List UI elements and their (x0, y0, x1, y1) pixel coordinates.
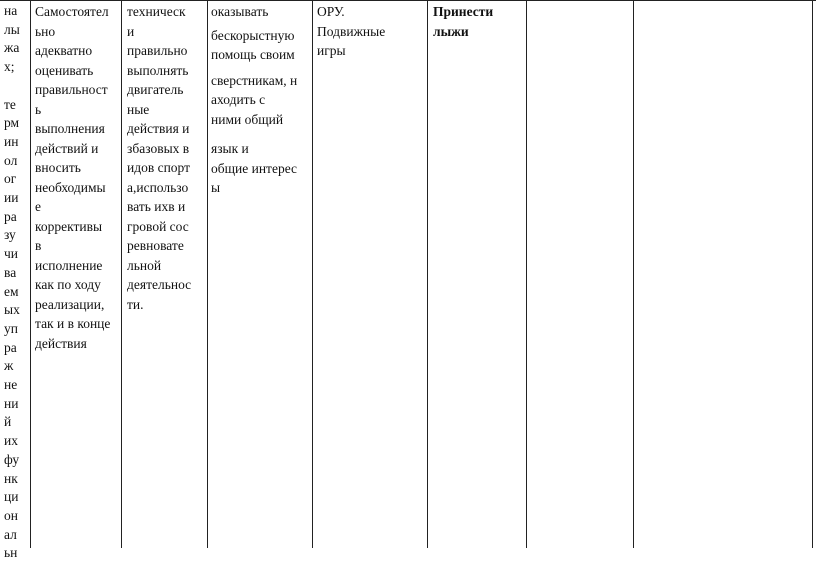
cell-line: исполнение (35, 257, 103, 273)
cell-line: ревновате (127, 238, 184, 253)
cell-line: ь (35, 101, 42, 117)
text-group (211, 71, 309, 130)
cell-line: гровой сос (127, 218, 189, 234)
column-divider (427, 0, 428, 548)
cell-line: необходимы (35, 179, 106, 195)
cell-line: деятельнос (127, 277, 192, 292)
cell-line: ж (4, 358, 14, 374)
cell-line: вносить (35, 160, 81, 175)
cell-line: лы (4, 21, 20, 37)
cell-line: правильно (127, 43, 188, 58)
cell-line: ные (127, 101, 150, 117)
cell-line: льной (127, 257, 162, 273)
column-divider (633, 0, 634, 548)
cell-line: вать ихв и (127, 199, 186, 214)
cell-line: сверстникам, н (211, 72, 298, 88)
cell-line: идов спорт (127, 160, 191, 175)
table-right-border (812, 0, 813, 548)
cell-line: действия (35, 335, 87, 351)
cell-line: адекватно (35, 43, 93, 58)
cell-line: те (4, 96, 16, 112)
cell-line: ем (4, 283, 19, 299)
cell-line: ог (4, 171, 17, 187)
cell-line: уп (4, 320, 18, 336)
cell-line: а,использо (127, 179, 189, 195)
cell-line: ых (4, 302, 20, 318)
table-cell-col4 (211, 2, 309, 198)
cell-line: оценивать (35, 62, 94, 78)
cell-line: чи (4, 246, 19, 262)
cell-line: ти. (127, 296, 144, 312)
cell-line: он (4, 507, 18, 523)
cell-line: двигатель (127, 82, 184, 97)
table-cell-col1 (4, 2, 28, 563)
cell-line: аходить с (211, 92, 266, 107)
cell-line: оказывать (211, 4, 269, 19)
cell-line: бескорыстную (211, 27, 295, 43)
cell-line: Принести (433, 4, 494, 19)
cell-line: Самостоятел (35, 4, 109, 19)
table-cell-col2 (35, 2, 119, 353)
table-cell-col5 (317, 2, 417, 61)
cell-line: коррективы (35, 218, 103, 234)
cell-line: е (35, 199, 41, 214)
cell-line: так и в конце (35, 316, 111, 331)
cell-line: выполнения (35, 121, 105, 136)
cell-line: ьно (35, 23, 56, 39)
cell-line: фу (4, 451, 20, 467)
table-top-border (0, 0, 816, 1)
text-group (211, 139, 309, 198)
cell-line: действий и (35, 140, 99, 156)
column-divider (312, 0, 313, 548)
cell-line: ии (4, 190, 19, 206)
cell-line: и (127, 23, 135, 39)
column-divider (30, 0, 31, 548)
cell-line: их (4, 433, 18, 449)
cell-line: й (4, 414, 12, 430)
cell-line: техническ (127, 4, 186, 19)
text-group (211, 26, 309, 65)
table-cell-col6 (433, 2, 523, 41)
cell-line: ал (4, 526, 17, 542)
cell-line: ни (4, 395, 19, 411)
table-cell-col3 (127, 2, 205, 314)
cell-line: игры (317, 43, 346, 58)
cell-line: ци (4, 489, 19, 505)
text-group (211, 2, 309, 22)
cell-line: жа (4, 40, 20, 56)
column-divider (207, 0, 208, 548)
cell-line: не (4, 377, 18, 393)
cell-line: язык и (211, 141, 249, 156)
cell-line: в (35, 238, 42, 253)
cell-line: ьн (4, 545, 18, 561)
cell-line: лыжи (433, 23, 469, 39)
cell-line: ва (4, 264, 17, 280)
cell-line: ОРУ. (317, 4, 345, 19)
cell-line: ними общий (211, 111, 284, 127)
column-divider (121, 0, 122, 548)
cell-line: рм (4, 115, 20, 131)
cell-line: ин (4, 133, 19, 149)
cell-line: правильност (35, 82, 108, 97)
cell-line: ол (4, 152, 18, 168)
cell-line: зу (4, 227, 16, 243)
cell-line (4, 77, 28, 96)
column-divider (526, 0, 527, 548)
cell-line: ра (4, 339, 17, 355)
cell-line: Подвижные (317, 23, 386, 39)
cell-line: действия и (127, 121, 190, 136)
cell-line: х; (4, 59, 15, 75)
cell-line: как по ходу (35, 277, 101, 292)
cell-line: на (4, 3, 18, 18)
cell-line: помощь своим (211, 47, 295, 62)
cell-line: збазовых в (127, 140, 190, 156)
cell-line: нк (4, 470, 18, 486)
cell-line: ра (4, 208, 17, 224)
cell-line: реализации, (35, 296, 105, 312)
cell-line: выполнять (127, 62, 189, 78)
cell-line: общие интерес (211, 160, 298, 176)
cell-line: ы (211, 180, 221, 195)
